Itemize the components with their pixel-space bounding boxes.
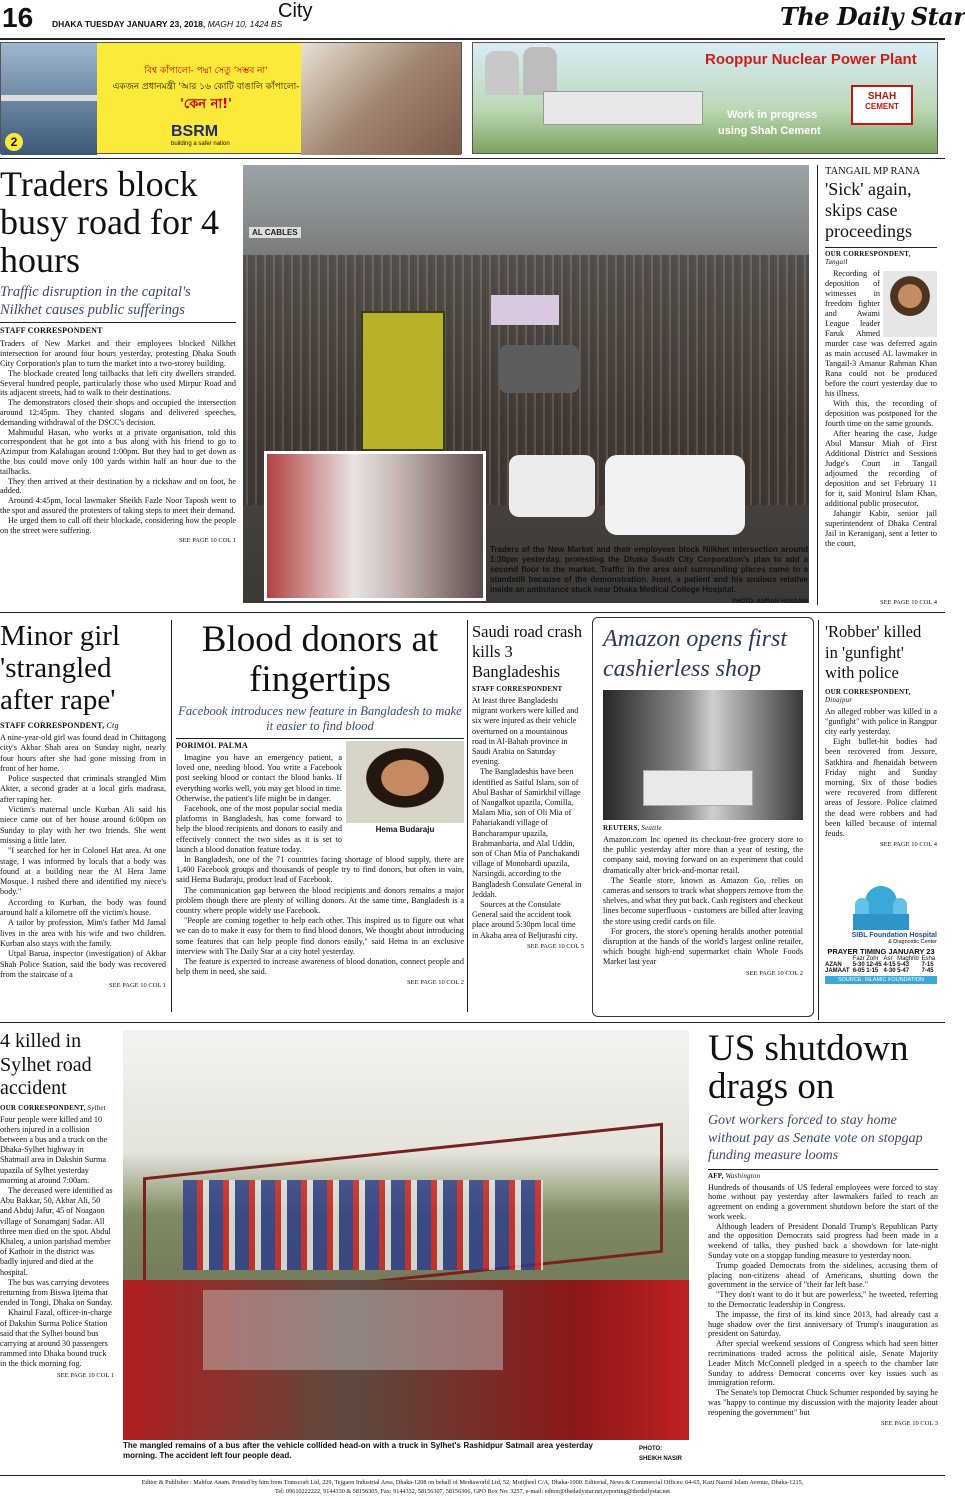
- tangail-body: Recording of deposition of witnesses in freedom fighter and Awami League leader Faruk Ahmed murder case was deferred again as main accused AL lawmaker in Tangail-3 Amanur Rahman Khan Rana could not be produced before the court yesterday due to his illness. With this, the recording of deposition was postponed for the fourth time on the same grounds. After hearing the case, Judge Abul Mansur Miah of First Additional District and Sessions Judge's Court in Tangail adjourned the recording of deposition and set February 11 for it, said Monirul Islam Khan, additional public prosecutor. Jahangir Kabir, senior jail superintendent of Dhaka Central Jail in Keraniganj, sent a letter to the court,: [825, 269, 937, 548]
- tangail-headline: 'Sick' again, skips case proceedings: [825, 179, 912, 241]
- tangail-byline: OUR CORRESPONDENT, Tangail: [825, 250, 911, 266]
- robber-body: An alleged robber was killed in a "gunfight" with police in Rangpur city early yesterday. Eight bullet-hit bodies had been recovered from Jessore, Satkhira and Jhenaidah between Friday night and Sunday morning. Six of those bodies were recovered from different areas of Jessore. Police claimed the dead were robbers and had been killed because of internal feuds.: [825, 706, 937, 838]
- sylhet-story: [0, 1030, 114, 1472]
- amazon-body: Amazon.com Inc opened its checkout-free grocery store to the public yesterday after more than a year of testing, the company said, moving forward on an experiment that could dramatically alter brick-and-mortar retail. The Seattle store, known as Amazon Go, relies on cameras and sensors to track what shoppers remove from the shelves, and what they put back. Cash registers and checkout lines become superfluous - customers are billed after leaving the store using credit cards on file. For grocers, the store's opening heralds another potential disruption at the hands of the world's largest online retailer, which bought high-end supermarket chain Whole Foods Market last year: [603, 835, 803, 967]
- minor-see-page[interactable]: SEE PAGE 10 COL 1: [109, 982, 166, 990]
- page-number: 16: [2, 2, 34, 33]
- traders-inset-photo: [264, 451, 486, 601]
- bsrm-bengali-2: একজন প্রধানমন্ত্রী 'আর ১৬ কোটি বাঙালি কাঁপালো-: [112, 82, 300, 92]
- amazon-see-page[interactable]: SEE PAGE 10 COL 2: [746, 969, 803, 977]
- traders-headline: Traders block busy road for 4 hours: [0, 164, 219, 281]
- us-deck: Govt workers forced to stay home without pay as Senate vote on stopgap funding measure looms: [708, 1113, 923, 1163]
- traders-byline: STAFF CORRESPONDENT: [0, 326, 103, 336]
- robber-headline: 'Robber' killed in 'gunfight' with police: [825, 622, 922, 682]
- ads-rule: [0, 158, 945, 159]
- saudi-story: [472, 622, 584, 1014]
- traders-story: [0, 165, 236, 615]
- blood-headline: Blood donors at fingertips: [201, 619, 439, 700]
- sylhet-photo-credit: PHOTO: SHEIKH NASIR: [639, 1446, 683, 1462]
- prayer-title: PRAYER TIMING JANUARY 23: [827, 947, 935, 956]
- sylhet-photo: [123, 1030, 689, 1440]
- banner: [491, 295, 559, 325]
- blood-rule: [176, 738, 464, 739]
- prayer-source: SOURCE: ISLAMIC FOUNDATION: [825, 976, 937, 984]
- sylhet-body: Four people were killed and 10 others injured in a collision between a bus and a truck on the Dhaka-Sylhet highway in Shatmail area in Dakshin Surma upazila of Sylhet yesterday morning at around 7:00am. The deceased were identified as Abu Bakkar, 50, Akbar Ali, 50 and Abduj Jafur, 45 of Noagaon village of Sunamganj Sadar. All three men died on the spot. Abdul Khaleq, a union parishad member of Kathoir in the district was badly injured and died at the hospital. The bus was carrying devotees returning from Biswa Ijtema that ended in Tongi, Dhaka on Sunday. Khairul Fazal, officer-in-charge of Dakshin Surma Police Station said that the Sylhet bound bus carrying at around 30 passengers rammed into Dhaka bound truck in the thick morning fog.: [0, 1114, 113, 1369]
- bsrm-quote: 'কেন না!': [179, 97, 233, 112]
- top-section-rule: [0, 612, 945, 613]
- amazon-photo: [603, 690, 803, 820]
- hema-caption: Hema Budaraju: [375, 825, 435, 834]
- ad-badge: 2: [5, 133, 23, 151]
- saudi-see-page[interactable]: SEE PAGE 10 COL 5: [527, 942, 584, 950]
- blood-mug-wrap: [346, 741, 464, 835]
- sylhet-headline: 4 killed in Sylhet road accident: [0, 1030, 92, 1099]
- imprint-line-2: Tel: 09610222222, 9144330 & 58156305, Fax: 9144332, 58156307, 58156306, GPO Box No: 3257, e-mail: editor@thedailystar.net,reporting@thedailystar.net: [274, 1488, 671, 1495]
- imprint-rule: [0, 1475, 945, 1476]
- prayer-azan-row: AZAN 5-30 12-45 4-15 5-43 7-15: [825, 962, 934, 968]
- prayer-box: [825, 880, 937, 1020]
- bsrm-ad: [0, 42, 462, 154]
- minor-divider: [171, 620, 172, 1012]
- bus: [361, 311, 445, 451]
- shop-sign: AL CABLES: [249, 227, 301, 238]
- tangail-mug: [883, 271, 937, 337]
- sylhet-byline: OUR CORRESPONDENT, Sylhet: [0, 1103, 106, 1112]
- turnstile: [643, 770, 753, 806]
- prayer-table: [825, 956, 937, 974]
- middle-section-rule: [0, 1022, 945, 1023]
- tangail-see-page[interactable]: SEE PAGE 10 COL 4: [880, 599, 937, 606]
- traders-deck: Traffic disruption in the capital's Nilkhet causes public sufferings: [0, 284, 191, 319]
- minor-byline: STAFF CORRESPONDENT, Ctg: [0, 721, 119, 730]
- bridge-deck: [1, 95, 97, 101]
- blood-see-page[interactable]: SEE PAGE 10 COL 2: [407, 979, 464, 987]
- car-3: [605, 455, 745, 535]
- car-1: [499, 345, 579, 393]
- masthead: [0, 0, 965, 40]
- bsrm-tagline: building a safer nation: [171, 141, 230, 147]
- traders-caption: Traders of the New Market and their employees block Nilkhet intersection around 1:30pm yesterday, protesting the Dhaka South City Corporation's plan to add a second floor to the market. Traffic in the area and surrounding places came to a standstill because of the demonstration. Inset, a patient and his anxious relative inside an ambulance stuck near Dhaka Medical College Hospital. PHOTO: AMRAN HOSSAIN: [490, 545, 808, 605]
- robber-divider: [818, 620, 819, 1020]
- prayer-jamaat-row: JAMAAT 6-05 1-15 4-30 5-47 7-45: [825, 968, 934, 974]
- section-name: City: [278, 0, 313, 22]
- bsrm-brand: BSRM: [171, 123, 219, 140]
- traders-body: Traders of New Market and their employees blocked Nilkhet intersection for around four hours yesterday, protesting Dhaka South City Corporation's plan to turn the market into a two-storey building. The blockade created long tailbacks that left city dwellers stranded. Several hundred people, particularly those who used Mirpur Road and its adjacent streets, had to walk to their destinations. The demonstrators closed their shops and occupied the intersection around 12:45pm. They chanted slogans and delivered speeches, demanding withdrawal of the DSCC's decision. Mahmudul Hasan, who works at a private organisation, told this correspondent that he got into a bus along with his friend to go to Azimpur from Kalabagan around 1:00pm. But they had to get down as the bus could move only 100 yards within half an hour due to the tailbacks. They then arrived at their destination by a rickshaw and on foot, he added. Around 4:45pm, local lawmaker Sheikh Fazle Noor Taposh went to the spot and assured the protesters of taking steps to meet their demand. He urged them to call off their blockade, considering how the people on the street were suffering.: [0, 339, 236, 535]
- blood-story: [176, 620, 464, 1014]
- prayer-sponsor-sub: & Diagnostic Center: [888, 939, 937, 945]
- blood-deck: Facebook introduces new feature in Bangladesh to make it easier to find blood: [178, 704, 462, 733]
- logo: The Daily Star: [780, 2, 965, 31]
- imprint: [0, 1478, 945, 1500]
- tangail-divider: [817, 165, 818, 605]
- dateline: DHAKA TUESDAY JANUARY 23, 2018, MAGH 10, 1424 BS: [52, 19, 283, 29]
- masthead-rule: [0, 38, 945, 40]
- traders-see-page[interactable]: SEE PAGE 10 COL 1: [179, 537, 236, 545]
- us-see-page[interactable]: SEE PAGE 10 COL 3: [881, 1419, 938, 1427]
- sylhet-see-page[interactable]: SEE PAGE 10 COL 1: [57, 1371, 114, 1379]
- tangail-kicker: TANGAIL MP RANA: [825, 166, 921, 177]
- bsrm-bengali-1: বিশ্ব কাঁপালো- পদ্মা সেতু 'সম্ভব না': [144, 66, 268, 76]
- shah-line-2: using Shah Cement: [718, 125, 821, 137]
- car-2: [509, 455, 595, 517]
- amazon-headline: Amazon opens first cashierless shop: [603, 626, 788, 682]
- amazon-byline: REUTERS, Seattle: [603, 824, 662, 832]
- blood-byline: PORIMOL PALMA: [176, 741, 249, 750]
- bus-seats: [183, 1180, 543, 1270]
- traders-rule: [0, 322, 236, 323]
- cooling-tower-2: [523, 47, 557, 95]
- minor-story: [0, 620, 166, 1014]
- minor-body: A nine-year-old girl was found dead in Chittagong city's Akbar Shah area on Sunday night, nearly four hours after she had gone missing from in front of her home. Police suspected that criminals strangled Mim Akter, a second grader at a local girls madrasa, after raping her. Victim's maternal uncle Kurban Ali said his niece came out of her house around 6:00pm on Sunday to play with her two friends. She went missing a little later. "I searched for her in Colonel Hat area. At one stage, I was informed by locals that a body was found at a building near the Al Hera Jame Mosque. I rushed there and identified my niece's body." According to Kurban, the body was found around half a kilometre off the victim's house. A tailor by profession, Mim's father Md Jamal lives in the area with his wife and two children. Kurban also stays with the family. Utpal Barua, inspector (investigation) of Akbar Shah Police Station, said the body was recovered from the staircase of a: [0, 733, 166, 979]
- traders-photo-credit: PHOTO: AMRAN HOSSAIN: [731, 599, 808, 605]
- robber-byline: OUR CORRESPONDENT, Dinajpur: [825, 687, 911, 704]
- shah-cement-ad: [472, 42, 938, 154]
- prayer-header-row: Fazr Zohr Asr Maghrib Esha: [852, 956, 936, 962]
- minor-headline: Minor girl 'strangled after rape': [0, 620, 121, 716]
- wreckage: [203, 1290, 503, 1370]
- prayer-sponsor: SIBL Foundation Hospital: [851, 932, 937, 939]
- us-headline: US shutdown drags on: [708, 1028, 909, 1107]
- cooling-tower-1: [485, 51, 519, 95]
- bridge-image: [1, 43, 97, 155]
- shah-title: Rooppur Nuclear Power Plant: [705, 51, 917, 68]
- saudi-byline: STAFF CORRESPONDENT: [472, 685, 563, 693]
- blood-body: Hema Budaraju Imagine you have an emergency patient, a loved one, needing blood. You write a Facebook post seeking blood or contact the blood banks. If everything works well, you may get blood in time. Otherwise, the patient's life might be in danger. Facebook, one of the most popular social media platforms in Bangladesh, has come forward to help the blood recipients and donors to easily and effectively connect the two sides as it is set to launch a blood donation feature today. In Bangladesh, one of the 71 countries facing shortage of blood supply, there are 1,400 Facebook groups and thousands of people try to find donors, but often in vain, said Hema Budaraju, product lead of Facebook. The communication gap between the blood recipients and donors remains a major problem though there are plenty of willing donors. At the same time, Bangladesh is a country where people widely use Facebook. "People are coming together to help each other. This inspired us to figure out what we can do to make it easy for them to find blood donors. We thought about introducing some features that can help people find donors easily," said Hema in an exclusive interview with The Daily Star at a city hotel yesterday. The feature is expected to increase awareness of blood donation, connect people and help them in need, she said.: [176, 753, 464, 977]
- hema-photo: [346, 741, 464, 823]
- saudi-body: At least three Bangladeshi migrant workers were killed and six were injured as their vehicle overturned on a mountainous road in Al-Bahah province in Saudi Arabia on Saturday evening. The Bangladeshis have been identified as Saiful Islam, son of Abul Bashar of Samirkhil village of Nangalkot upazila, Comilla, Malam Mia, son of Oli Mia of Pahariakandi village of Bancharampur upazila, Brahmanbaria, and Alal Uddin, son of Chan Mia of Panchakandi village of Monohardi upazila, Narsingdi, according to the Bangladesh Consulate General in Jeddah. Sources at the Consulate General said the accident took place around 5:30pm local time in Akaba area of Beljurashi city.: [472, 696, 582, 940]
- plant-buildings: [543, 91, 703, 125]
- us-rule: [708, 1169, 938, 1170]
- amazon-story: [592, 617, 814, 1017]
- ad-photo: [301, 43, 461, 155]
- mosque-icon: [851, 880, 911, 932]
- us-body: Hundreds of thousands of US federal employees were forced to stay home without pay yesterday after lawmakers failed to reach an agreement on ending a government shutdown before the start of the work week. Although leaders of President Donald Trump's Republican Party and the opposition Democrats said progress had been made in a weekend of talks, they pushed back a showdown for late-night Sunday vote on a stopgap funding measure to yesterday noon. Trump goaded Democrats from the sidelines, accusing them of placing non-citizens ahead of Americans, shutting down the government in the service of "their far left base." "They don't want to do it but are powerless," he tweeted, referring to the Democratic leadership in Congress. The impasse, the first of its kind since 2013, had already cast a huge shadow over the first anniversary of Trump's inauguration as president on Saturday. After special weekend sessions of Congress which had seen bitter recriminations traded across the political aisle, Senate Majority Leader Mitch McConnell pledged in a speech to the chamber late Sunday to address Democrat concerns over key issues such as immigration reform. The Senate's top Democrat Chuck Schumer responded by saying he was "happy to continue my discussion with the majority leader about reopening the government" but: [708, 1182, 938, 1417]
- tangail-rule: [825, 247, 937, 248]
- imprint-line-1: Editor & Publisher : Mahfuz Anam. Printed by him from Transcraft Ltd, 229, Tejgaon Industrial Area, Dhaka-1208 on behalf of Mediaworld Ltd, 52, Motijheel C/A, Dhaka-1000. Editorial, News & Commercial Offices: 64-65, Kazi Nazrul Islam Avenue, Dhaka-1215,: [141, 1479, 804, 1486]
- blood-divider: [467, 620, 468, 1012]
- shah-logo: SHAH CEMENT: [851, 85, 913, 125]
- us-byline: AFP, Washington: [708, 1171, 761, 1180]
- sylhet-caption: The mangled remains of a bus after the vehicle collided head-on with a truck in Sylhet's Rashidpur Satmail area yesterday morning. The accident left four people dead. PHOTO: SHEIKH NASIR: [123, 1441, 683, 1462]
- robber-story: [825, 622, 937, 872]
- us-story: [708, 1030, 938, 1472]
- shah-line-1: Work in progress: [727, 109, 818, 121]
- robber-see-page[interactable]: SEE PAGE 10 COL 4: [880, 841, 937, 849]
- tangail-story: [825, 166, 937, 606]
- saudi-headline: Saudi road crash kills 3 Bangladeshis: [472, 622, 582, 681]
